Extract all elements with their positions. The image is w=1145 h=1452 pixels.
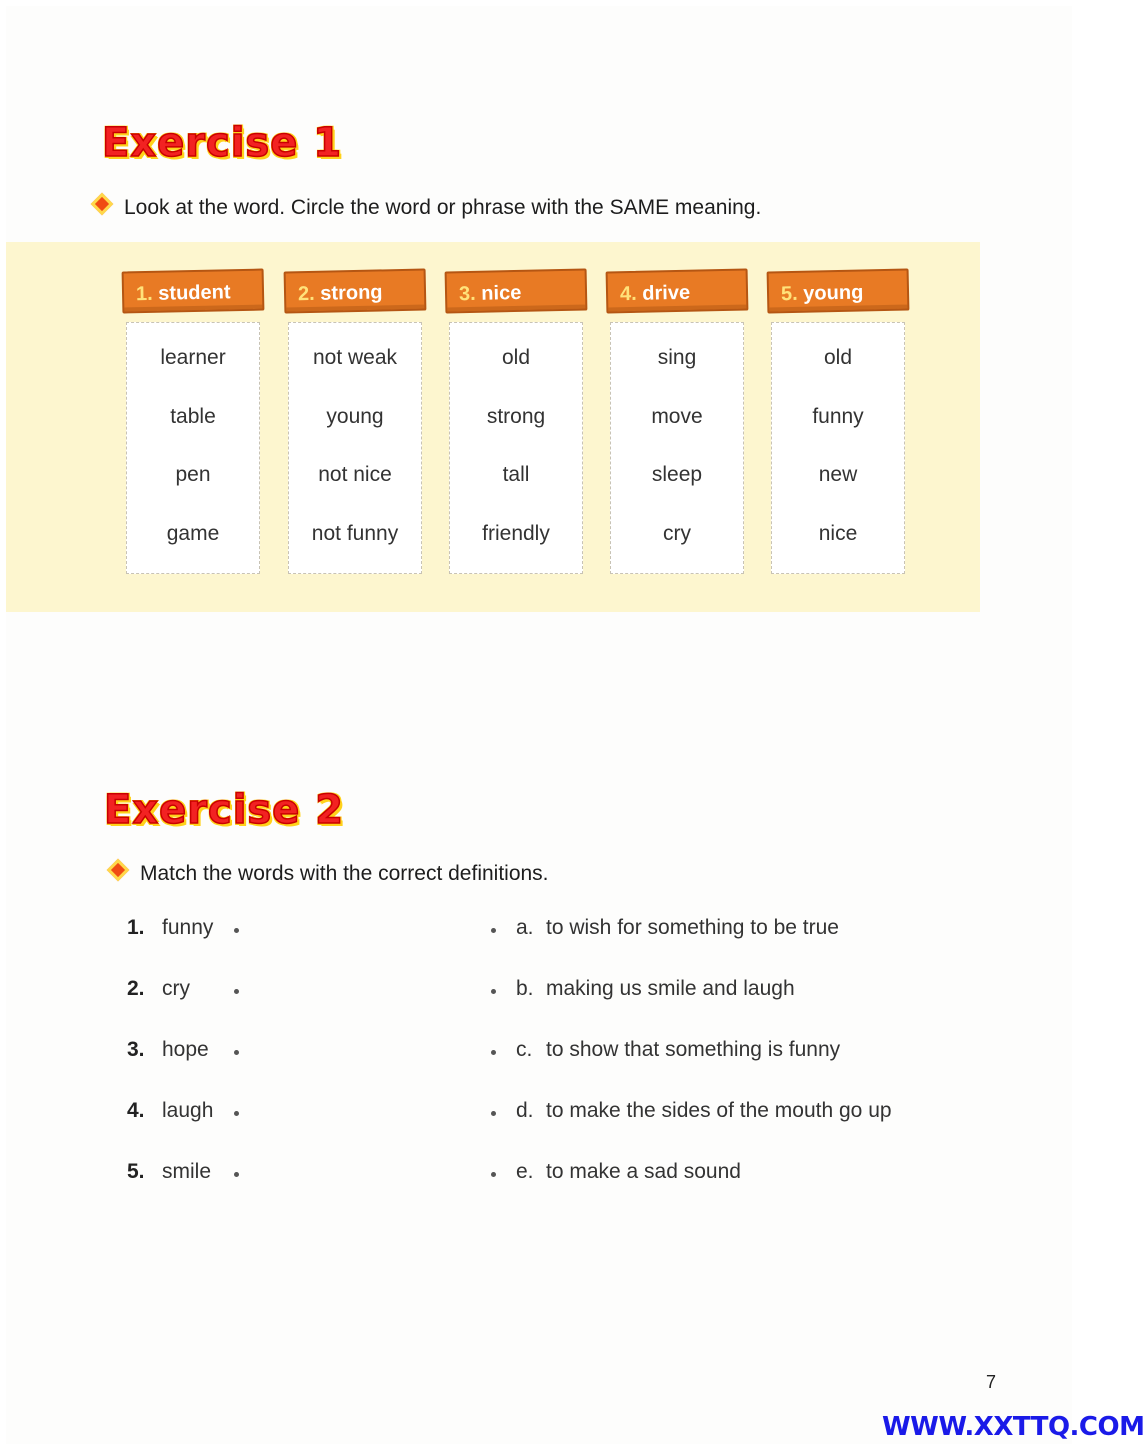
definition-letter: a. [516, 916, 534, 939]
word-number: 5. [127, 1160, 145, 1183]
definition-text: to wish for something to be true [546, 916, 839, 939]
option-word[interactable]: tall [502, 463, 530, 487]
sign-word: nice [481, 281, 522, 305]
word-number: 2. [127, 977, 145, 1000]
word-column-4 [606, 270, 748, 574]
sign-number: 1. [135, 282, 153, 306]
match-word: smile [162, 1160, 212, 1183]
word-sign [767, 269, 910, 314]
right-match-dot[interactable] [491, 1172, 496, 1177]
right-match-dot[interactable] [491, 928, 496, 933]
option-word[interactable]: strong [486, 404, 546, 428]
option-word[interactable]: sleep [651, 463, 703, 487]
word-number: 1. [127, 916, 145, 939]
watermark-text: WWW.XXTTQ.COM [882, 1412, 1145, 1442]
option-word[interactable]: learner [160, 346, 226, 370]
word-sign [122, 269, 265, 314]
option-word[interactable]: new [818, 463, 858, 487]
word-sign [606, 269, 749, 314]
sign-number: 3. [458, 282, 476, 306]
match-word: hope [162, 1038, 209, 1061]
option-word[interactable]: sing [657, 346, 697, 370]
option-word[interactable]: cry [663, 521, 691, 545]
definition-text: to show that something is funny [546, 1038, 841, 1061]
match-word: cry [162, 977, 190, 1000]
word-column-3 [445, 270, 587, 574]
options-box [771, 322, 905, 574]
word-number: 4. [127, 1099, 145, 1122]
definition-letter: d. [516, 1099, 534, 1122]
page-number: 7 [986, 1372, 997, 1392]
option-word[interactable]: table [170, 404, 216, 428]
option-word[interactable]: young [326, 404, 384, 428]
option-word[interactable]: nice [818, 521, 858, 545]
definition-text: to make a sad sound [546, 1160, 741, 1183]
sign-word: student [158, 281, 231, 305]
left-match-dot[interactable] [234, 1050, 239, 1055]
options-box [449, 322, 583, 574]
option-word[interactable]: friendly [482, 521, 550, 545]
match-word: funny [162, 916, 214, 939]
definition-text: to make the sides of the mouth go up [546, 1099, 892, 1122]
option-word[interactable]: old [823, 346, 853, 370]
exercise-2-instruction-text: Match the words with the correct definitions. [140, 862, 549, 885]
diamond-bullet-icon [91, 193, 114, 216]
right-match-dot[interactable] [491, 1111, 496, 1116]
option-word[interactable]: move [651, 404, 703, 428]
sign-number: 4. [619, 282, 637, 306]
word-column-1 [122, 270, 264, 574]
definition-letter: c. [516, 1038, 533, 1061]
exercise-2-title: Exercise 2 [104, 787, 345, 833]
option-word[interactable]: not funny [311, 521, 399, 545]
exercise-1-instruction-text: Look at the word. Circle the word or phrase with the SAME meaning. [124, 196, 762, 219]
word-sign [284, 269, 427, 314]
word-column-5 [767, 270, 909, 574]
definition-letter: e. [516, 1160, 534, 1183]
option-word[interactable]: game [166, 521, 220, 545]
exercise-1-instruction [94, 196, 761, 220]
options-box [126, 322, 260, 574]
sign-number: 5. [780, 282, 798, 306]
option-word[interactable]: funny [812, 404, 864, 428]
options-box [288, 322, 422, 574]
right-match-dot[interactable] [491, 989, 496, 994]
option-word[interactable]: old [501, 346, 531, 370]
left-match-dot[interactable] [234, 1172, 239, 1177]
diamond-bullet-icon [107, 859, 130, 882]
sign-word: strong [320, 281, 383, 305]
word-number: 3. [127, 1038, 145, 1061]
definition-text: making us smile and laugh [546, 977, 795, 1000]
sign-number: 2. [297, 282, 315, 306]
exercise-2-instruction [110, 862, 549, 886]
option-word[interactable]: pen [175, 463, 211, 487]
word-sign [445, 269, 588, 314]
sign-word: drive [642, 281, 691, 305]
left-match-dot[interactable] [234, 928, 239, 933]
option-word[interactable]: not weak [312, 346, 398, 370]
definition-letter: b. [516, 977, 534, 1000]
options-box [610, 322, 744, 574]
exercise-1-title: Exercise 1 [102, 120, 343, 166]
worksheet-page [6, 6, 1072, 1444]
left-match-dot[interactable] [234, 1111, 239, 1116]
option-word[interactable]: not nice [318, 463, 392, 487]
sign-word: young [803, 281, 864, 305]
left-match-dot[interactable] [234, 989, 239, 994]
match-word: laugh [162, 1099, 214, 1122]
word-column-2 [284, 270, 426, 574]
right-match-dot[interactable] [491, 1050, 496, 1055]
